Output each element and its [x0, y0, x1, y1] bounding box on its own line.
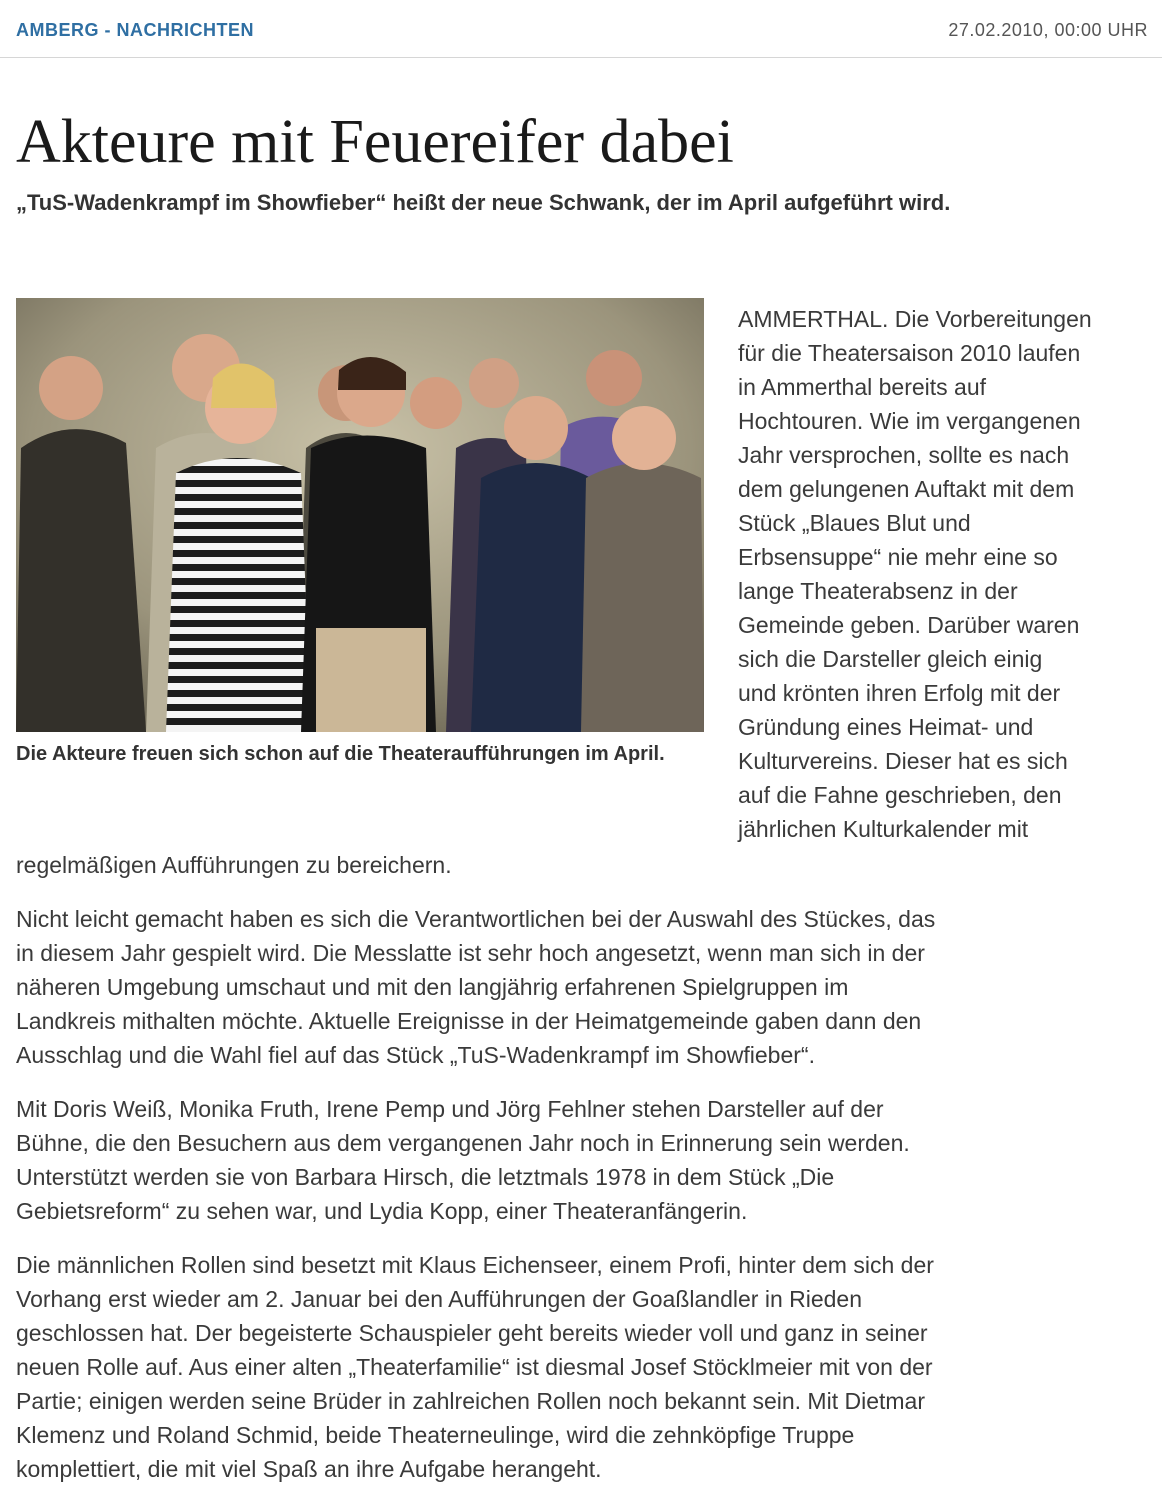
intro-line: Erbsensuppe“ nie mehr eine so [738, 544, 1058, 570]
intro-line: Hochtouren. Wie im vergangenen [738, 408, 1081, 434]
body-line: regelmäßigen Aufführungen zu bereichern. [16, 852, 452, 878]
body-line: Gebietsreform“ zu sehen war, und Lydia Kopp, einer Theateranfängerin. [16, 1198, 748, 1224]
body-line: in diesem Jahr gespielt wird. Die Messlatte ist sehr hoch angesetzt, wenn man sich in der [16, 940, 925, 966]
publish-date: 27.02.2010, 00:00 UHR [948, 20, 1148, 40]
intro-line: AMMERTHAL. Die Vorbereitungen [738, 306, 1092, 332]
body-line: neuen Rolle auf. Aus einer alten „Theaterfamilie“ ist diesmal Josef Stöcklmeier mit von der [16, 1354, 933, 1380]
body-line: Vorhang erst wieder am 2. Januar bei den Aufführungen der Goaßlandler in Rieden [16, 1286, 863, 1312]
photo-caption: Die Akteure freuen sich schon auf die Theateraufführungen im April. [16, 743, 665, 765]
intro-line: auf die Fahne geschrieben, den [738, 782, 1062, 808]
body-line: Partie; einigen werden seine Brüder in zahlreichen Rollen noch bekannt sein. Mit Dietmar [16, 1388, 925, 1414]
intro-line: Stück „Blaues Blut und [738, 510, 971, 536]
body-line: Ausschlag und die Wahl fiel auf das Stück „TuS-Wadenkrampf im Showfieber“. [16, 1042, 815, 1068]
body-line: Mit Doris Weiß, Monika Fruth, Irene Pemp und Jörg Fehlner stehen Darsteller auf der [16, 1096, 884, 1122]
body-line: geschlossen hat. Der begeisterte Schauspieler geht bereits wieder voll und ganz in seiner [16, 1320, 928, 1346]
intro-line: für die Theatersaison 2010 laufen [738, 340, 1081, 366]
body-line: Nicht leicht gemacht haben es sich die Verantwortlichen bei der Auswahl des Stückes, das [16, 906, 936, 932]
body-line: Bühne, die den Besuchern aus dem vergangenen Jahr noch in Erinnerung sein werden. [16, 1130, 910, 1156]
section-label[interactable]: AMBERG - NACHRICHTEN [16, 20, 254, 40]
body-line: näheren Umgebung umschaut und mit den langjährig erfahrenen Spielgruppen im [16, 974, 849, 1000]
intro-line: Gemeinde geben. Darüber waren [738, 612, 1080, 638]
intro-line: lange Theaterabsenz in der [738, 578, 1018, 604]
paragraph-maennliche-rollen [16, 1248, 1162, 1486]
article-header-bar [0, 0, 1162, 58]
intro-line: Gründung eines Heimat- und [738, 714, 1034, 740]
body-line: Klemenz und Roland Schmid, beide Theaterneulinge, wird die zehnköpfige Truppe [16, 1422, 855, 1448]
intro-line: in Ammerthal bereits auf [738, 374, 987, 400]
body-line: Landkreis mithalten möchte. Aktuelle Ereignisse in der Heimatgemeinde gaben dann den [16, 1008, 922, 1034]
intro-column [738, 302, 1162, 846]
article-headline: Akteure mit Feuereifer dabei [16, 108, 734, 176]
intro-line: dem gelungenen Auftakt mit dem [738, 476, 1075, 502]
intro-line: und krönten ihren Erfolg mit der [738, 680, 1061, 706]
intro-paragraph-end [16, 848, 1162, 882]
paragraph-darstellerinnen [16, 1092, 1162, 1228]
article-body [16, 848, 1162, 1506]
group-photo [16, 298, 704, 732]
body-line: Die männlichen Rollen sind besetzt mit Klaus Eichenseer, einem Profi, hinter dem sich der [16, 1252, 934, 1278]
body-line: komplettiert, die mit viel Spaß an ihre Aufgabe herangeht. [16, 1456, 602, 1482]
intro-line: Jahr versprochen, sollte es nach [738, 442, 1070, 468]
body-line: Unterstützt werden sie von Barbara Hirsch, die letztmals 1978 in dem Stück „Die [16, 1164, 835, 1190]
intro-line: jährlichen Kulturkalender mit [738, 816, 1029, 842]
article-subheadline: „TuS-Wadenkrampf im Showfieber“ heißt der neue Schwank, der im April aufgeführt wird. [16, 190, 951, 215]
paragraph-stueckwahl [16, 902, 1162, 1072]
intro-line: sich die Darsteller gleich einig [738, 646, 1043, 672]
intro-line: Kulturvereins. Dieser hat es sich [738, 748, 1068, 774]
